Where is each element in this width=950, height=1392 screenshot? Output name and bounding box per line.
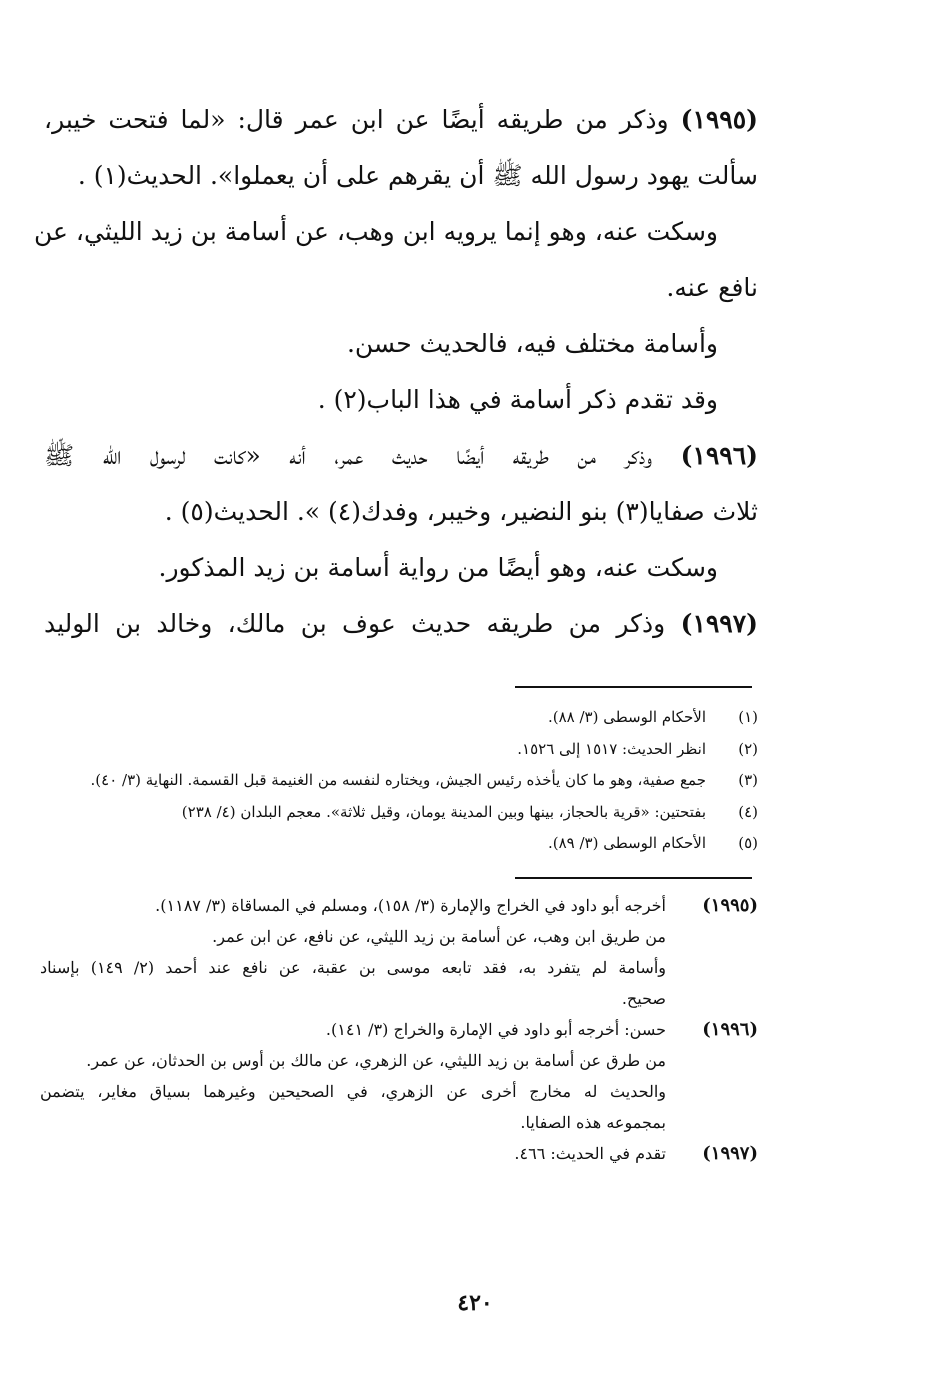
hadith-line: (١٩٩٦) وذكر من طريقه أيضًا حديث عمر، أنه «كانت لرسول الله ﷺ bbox=[44, 441, 758, 470]
footnote-number: (٤) bbox=[738, 802, 758, 821]
footnote-number: (٥) bbox=[738, 834, 758, 852]
footnotes bbox=[60, 702, 758, 860]
takhrij-head: حسن: أخرجه أبو داود في الإمارة والخراج (٣/ ١٤١). bbox=[325, 1020, 666, 1039]
takhrij-line: بمجموعه هذه الصفايا. bbox=[520, 1113, 666, 1132]
footnote bbox=[60, 797, 758, 829]
takhrij-line: صحيح. bbox=[621, 989, 666, 1008]
takhrij-entry bbox=[40, 890, 758, 1014]
commentary-line: وقد تقدم ذكر أسامة في هذا الباب(٢) . bbox=[317, 385, 718, 414]
hadith-line: ثلاث صفايا(٣) بنو النضير، وخيبر، وفدك(٤) ». الحديث(٥) . bbox=[164, 497, 758, 526]
hadith-line: (١٩٩٥) وذكر من طريقه أيضًا عن ابن عمر قال: «لما فتحت خيبر، bbox=[44, 105, 758, 134]
footnote-text: بفتحتين: «قرية بالحجاز، بينها وبين المدينة يومان، وقيل ثلاثة». معجم البلدان (٤/ ٢٣٨) bbox=[181, 802, 706, 821]
commentary-line: نافع عنه. bbox=[666, 273, 758, 302]
footnote-divider bbox=[515, 686, 752, 688]
hadith-number: (١٩٩٦) bbox=[680, 441, 758, 470]
footnote bbox=[60, 765, 758, 797]
hadith-line: سألت يهود رسول الله ﷺ أن يقرهم على أن يعملوا». الحديث(١) . bbox=[77, 161, 758, 190]
takhrij-line: وأسامة لم يتفرد به، فقد تابعه موسى بن عقبة، عن نافع عند أحمد (٢/ ١٤٩) بإسناد bbox=[40, 958, 667, 977]
takhrij-line: والحديث له مخارج أخرى عن الزهري، في الصحيحين وغيرهما بسياق مغاير، يتضمن bbox=[40, 1082, 666, 1101]
footnote-number: (٢) bbox=[738, 739, 758, 758]
footnote-text: الأحكام الوسطى (٣/ ٨٨). bbox=[547, 708, 706, 726]
takhrij-number: (١٩٩٧) bbox=[702, 1143, 758, 1164]
footnote-text: جمع صفية، وهو ما كان يأخذه رئيس الجيش، ويختاره لنفسه من الغنيمة قبل القسمة. النهاية (٣/ ٤٠). bbox=[90, 771, 706, 789]
commentary-line: وأسامة مختلف فيه، فالحديث حسن. bbox=[346, 329, 718, 358]
takhrij-divider bbox=[515, 877, 752, 879]
footnote bbox=[60, 702, 758, 734]
commentary-line: وسكت عنه، وهو أيضًا من رواية أسامة بن زيد المذكور. bbox=[158, 553, 718, 582]
hadith-number: (١٩٩٧) bbox=[680, 609, 758, 638]
takhrij-entry bbox=[40, 1138, 758, 1169]
footnote bbox=[60, 734, 758, 766]
main-text bbox=[34, 92, 758, 652]
hadith-line: (١٩٩٧) وذكر من طريقه حديث عوف بن مالك، وخالد بن الوليد bbox=[44, 609, 758, 638]
takhrij-head: تقدم في الحديث: ٤٦٦. bbox=[514, 1144, 666, 1163]
takhrij-line: من طرق عن أسامة بن زيد الليثي، عن الزهري، عن مالك بن أوس بن الحدثان، عن عمر. bbox=[86, 1051, 666, 1070]
footnote-number: (٣) bbox=[738, 771, 758, 789]
takhrij-number: (١٩٩٦) bbox=[702, 1019, 758, 1040]
commentary-line: وسكت عنه، وهو إنما يرويه ابن وهب، عن أسامة بن زيد الليثي، عن bbox=[34, 217, 718, 246]
footnote bbox=[60, 828, 758, 860]
footnote-text: انظر الحديث: ١٥١٧ إلى ١٥٢٦. bbox=[517, 739, 706, 758]
takhrij-number: (١٩٩٥) bbox=[702, 895, 758, 916]
page-number: ٤٢٠ bbox=[457, 1290, 493, 1316]
takhrij-head: أخرجه أبو داود في الخراج والإمارة (٣/ ١٥٨)، ومسلم في المساقاة (٣/ ١١٨٧). bbox=[155, 896, 666, 915]
hadith-number: (١٩٩٥) bbox=[680, 105, 758, 134]
takhrij-notes bbox=[40, 890, 758, 1169]
footnote-text: الأحكام الوسطى (٣/ ٨٩). bbox=[547, 834, 706, 852]
takhrij-entry bbox=[40, 1014, 758, 1138]
takhrij-line: من طريق ابن وهب، عن أسامة بن زيد الليثي، عن نافع، عن ابن عمر. bbox=[212, 927, 666, 946]
footnote-number: (١) bbox=[738, 708, 758, 726]
